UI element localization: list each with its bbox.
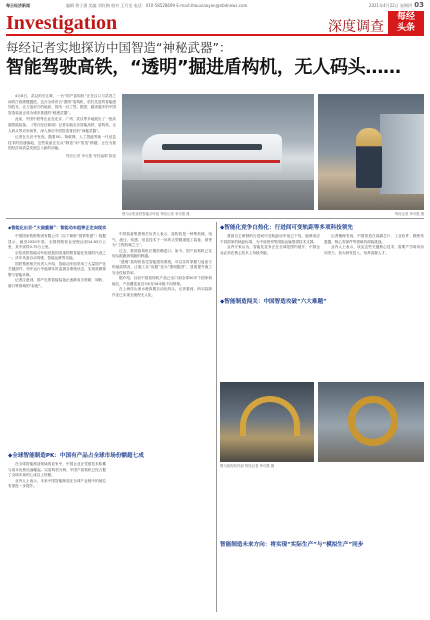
paragraph: 在上海洋山深水港四期自动化码头，记者看到，码头装卸作业已实现全流程无人化。 <box>112 287 212 298</box>
paragraph: 据介绍，目前中国盾构机产品已出口到全球30多个国家和地区，产品覆盖直径3米至16米级不同规格。 <box>112 276 212 286</box>
section-heading: ◆智能制造闯关：中国智造攻破“六大难题” <box>220 299 327 305</box>
machine-shape <box>380 114 424 194</box>
headline-block <box>6 40 424 86</box>
paragraph: “透明”盾构机依托智能感知系统，可以实时掌握刀盘前方的地质情况，让施工从“盲掘”变为“透明掘进”，显著提升施工安全性和效率。 <box>112 259 212 275</box>
article-column-3 <box>220 222 424 234</box>
worker-photo <box>318 94 424 210</box>
masthead-bar <box>6 3 424 11</box>
paragraph: 中国国家铁路集团有限公司（以下简称“国铁集团”）数据显示，截至2020年底，全国铁路营业里程达到14.63万公里，其中高铁3.79万公里。 <box>8 234 106 250</box>
paragraph: 在全球智能制造领域的竞争中，中国企业正凭借技术积累与成本优势迅速崛起。以盾构机为例，中国产盾构机已经占据了全球市场的七成以上份额。 <box>8 462 106 478</box>
byline: 每经记者 李可愚 每经编辑 陈旭 <box>65 153 116 158</box>
section-heading: ◆智能化出京·“大国重器”：智能动车组等正走向现实 <box>8 225 107 230</box>
page-number: 03 <box>414 1 424 9</box>
paragraph: 国铁集团相关负责人介绍，智能动车组采用了大量国产化关键部件，列车运行中能够实时监测各系统状态，实现故障预警与智能诊断。 <box>8 261 106 277</box>
section-title: Investigation <box>6 12 118 34</box>
headline-stamp <box>388 11 424 35</box>
paragraph: 业内人士表示，未来中国智能制造在全球产业链中的地位有望进一步提升。 <box>8 478 106 489</box>
lead-paragraph: 此前，中国中铁等企业在北京、广州、武汉等多地展出了一批高端智能装备。《每日经济新闻》记者实地走访智能高铁、盾构机、无人码头等应用场景，深入探访中国智造背后的“神秘武器”。 <box>8 117 116 133</box>
lead-paragraph: 记者在走访中发现，随着5G、物联网、人工智能等新一代信息技术的加速落地，这些装备正在从“制造”向“智造”跨越，正在为我国经济高质量发展注入新的动能。 <box>8 135 116 151</box>
tunnel-photo <box>220 382 314 462</box>
article-column-1 <box>8 222 106 289</box>
article-column-2 <box>112 232 212 299</box>
editor-meta: 编辑 曾子建 美编 刘红梅 校对 王月龙 电话：010-58528699 E-mail:zhouxiaoyan@nbdnews.com <box>66 3 248 8</box>
kicker: 每经记者实地探访中国智造“神秘武器”： <box>6 40 232 55</box>
photo-caption: 图为盾构机内部 每经记者 李可愚 摄 <box>220 464 275 468</box>
train-windows <box>162 144 262 150</box>
train-body <box>142 134 282 172</box>
machine-arm <box>240 396 300 436</box>
paragraph: 过去，我国盾构机长期依赖进口；如今，国产盾构机已实现从跟跑到领跑的跨越。 <box>112 248 212 259</box>
main-headline: 智能驾驶高铁，“透明”掘进盾构机，无人码头…… <box>6 57 401 78</box>
section-heading: ◆全球智能制造PK：中国有产品占全球市场份额超七成 <box>8 453 144 459</box>
stamp-text: 每经 头条 <box>396 12 415 33</box>
train-photo <box>122 94 314 210</box>
paragraph: 业内专家认为，智能化竞争正在全球范围内展开，中国企业必须在核心技术上持续突破。 <box>220 245 320 255</box>
paragraph: 我国自主研制的行进间可变轨距动车组已下线，能够适应不同国家的轨距标准，为中欧班列等国际运输提供技术支撑。 <box>220 234 320 244</box>
gear-shape <box>348 396 398 446</box>
paragraph: 业内人士表示，攻克这些关键核心技术，需要产学研用协同发力，加大研发投入，培养高端人才。 <box>324 245 424 255</box>
paragraph: 京张高铁智能动车组是我国高速铁路智能化发展的代表之一。该车具备自动驾驶、智能运维等功能。 <box>8 250 106 261</box>
divider <box>6 218 424 219</box>
lead-paragraph: 4月8日，武汉的长江畔，一台“国产盾构机”正在汉口与武昌之间的江底缓慢掘进。这台全球首台“透明”盾构机，依托先进的智能感知技术，让刀盘前方的地质、管线一目了然。据悉，越来越多的中国智造装备正成为城市基建的“秘密武器”。 <box>8 94 116 115</box>
article-column-1c <box>8 462 106 490</box>
issue-date: 2021年4月22日 星期四 <box>368 3 412 8</box>
paragraph: 记者注意到，国产化的智能装备正逐渐成为铁路、城轨、港口等领域的“标配”。 <box>8 278 106 288</box>
photo-caption: 图为京张高铁智能动车组 每经记者 李可愚 摄 <box>122 212 190 216</box>
lead-text <box>8 94 116 160</box>
column-name: 深度调查 <box>328 19 384 35</box>
column-divider <box>216 222 217 612</box>
article-column-3a <box>220 234 320 256</box>
photo-caption: 每经记者 李可愚 摄 <box>394 212 424 216</box>
paragraph: 中铁装备集团相关负责人表示，盾构机是一种集机械、电气、液压、传感、信息技术于一体的大型隧道施工装备，被誉为“工程机械之王”。 <box>112 232 212 248</box>
newspaper-brand: 每日经济新闻 <box>6 3 30 8</box>
section-header <box>6 11 424 36</box>
paragraph: 记者梳理发现，中国智造在高端芯片、工业软件、精密传感器、核心零部件等领域仍面临挑战。 <box>324 234 424 244</box>
article-column-3c <box>220 296 424 308</box>
article-column-3b <box>324 234 424 256</box>
worker-figure <box>356 128 382 188</box>
gear-photo <box>318 382 424 462</box>
bottom-heading: 智能制造未来方向：将实现“实际生产”与“模拟生产”同步 <box>220 542 364 548</box>
train-stripe <box>144 160 280 163</box>
section-heading: ◆智能化竞争白热化：行进间可变轨距等多项科技领先 <box>220 225 353 231</box>
floor-shape <box>122 180 314 210</box>
article-column-1b <box>8 450 213 462</box>
